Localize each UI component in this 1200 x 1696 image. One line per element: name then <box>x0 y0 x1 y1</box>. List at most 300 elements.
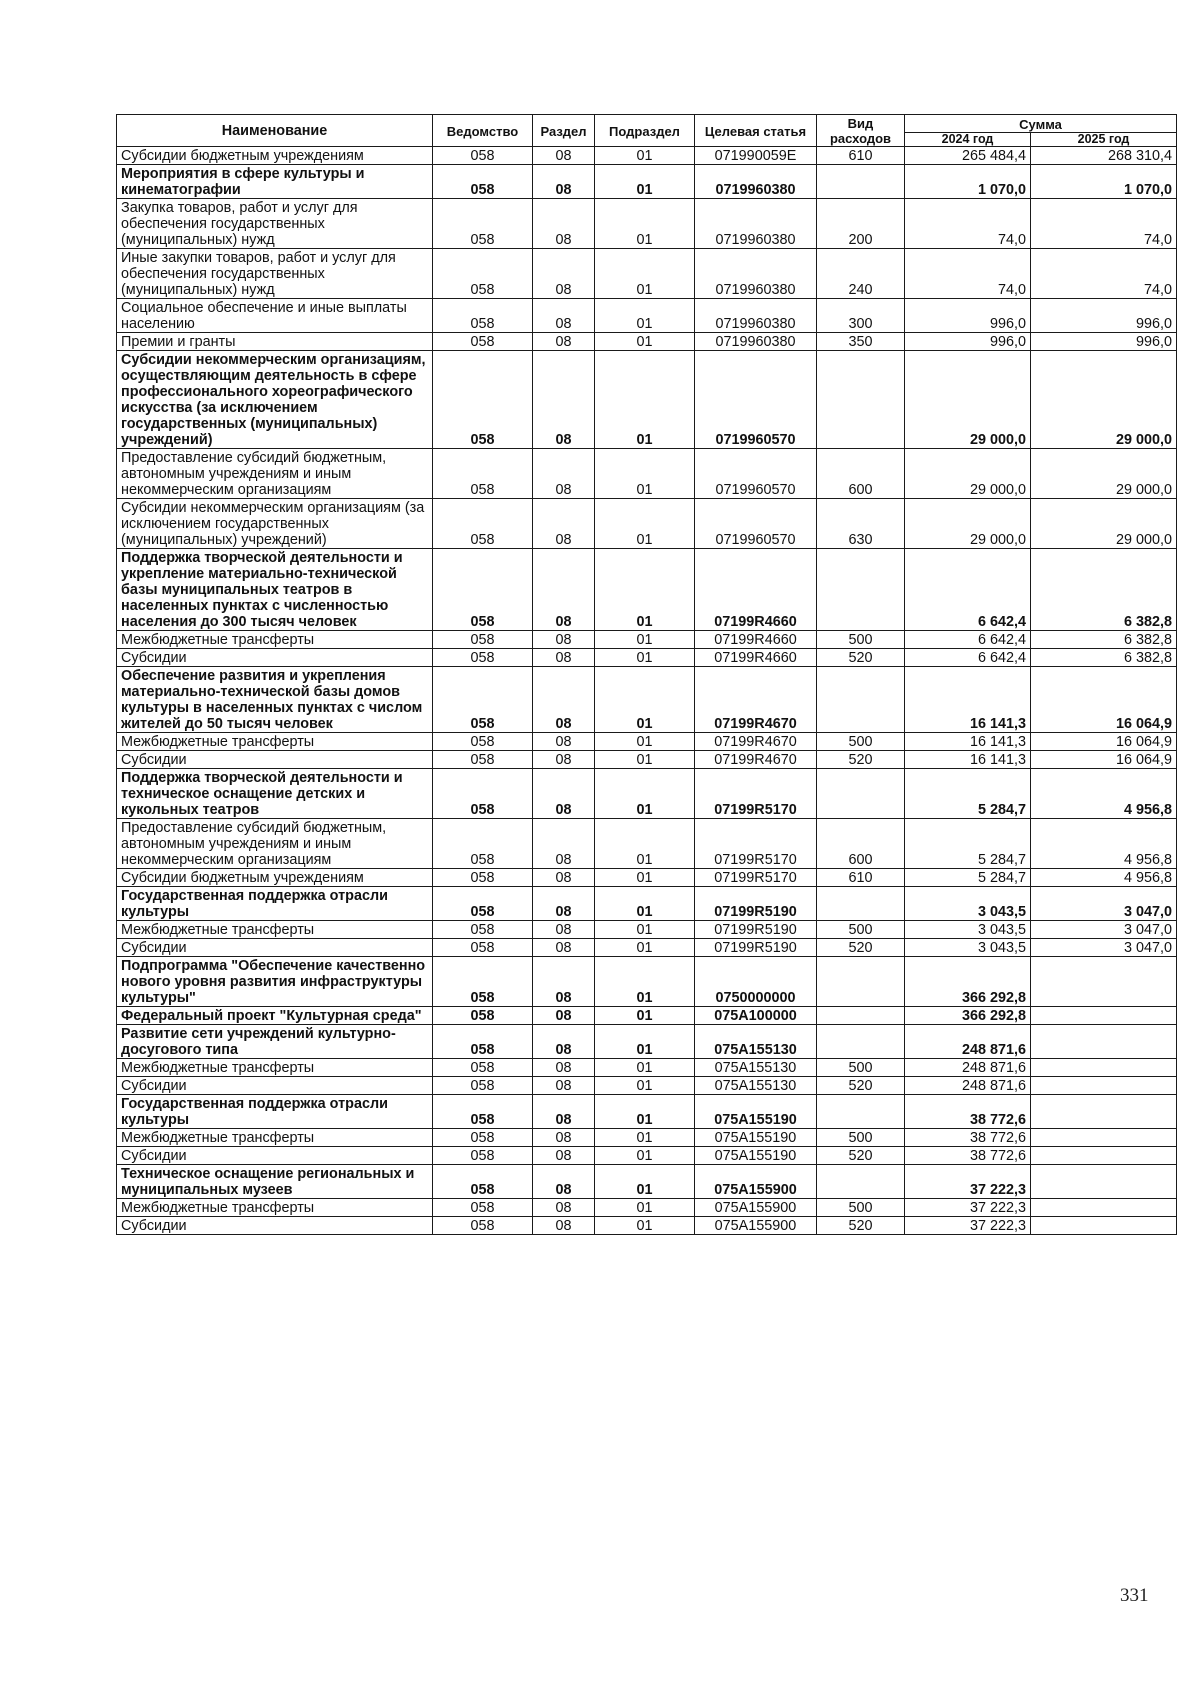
cell-target-article: 0719960570 <box>695 351 817 449</box>
cell-name: Межбюджетные трансферты <box>117 1059 433 1077</box>
table-row <box>117 199 1177 249</box>
table-row <box>117 1129 1177 1147</box>
cell-name: Премии и гранты <box>117 333 433 351</box>
table-row <box>117 939 1177 957</box>
cell-expense-type <box>817 667 905 733</box>
cell-razdel: 08 <box>533 921 595 939</box>
table-row <box>117 819 1177 869</box>
cell-name: Субсидии бюджетным учреждениям <box>117 147 433 165</box>
table-row <box>117 1095 1177 1129</box>
cell-name: Обеспечение развития и укрепления материально-технической базы домов культуры в населенных пунктах с числом жителей до 50 тысяч человек <box>117 667 433 733</box>
cell-expense-type: 610 <box>817 147 905 165</box>
cell-podrazdel: 01 <box>595 751 695 769</box>
cell-sum-2024: 366 292,8 <box>905 957 1031 1007</box>
cell-sum-2024: 16 141,3 <box>905 751 1031 769</box>
table-row <box>117 1077 1177 1095</box>
cell-name: Поддержка творческой деятельности и техническое оснащение детских и кукольных театров <box>117 769 433 819</box>
cell-podrazdel: 01 <box>595 957 695 1007</box>
cell-target-article: 07199R5190 <box>695 887 817 921</box>
cell-target-article: 075A155130 <box>695 1059 817 1077</box>
cell-sum-2024: 248 871,6 <box>905 1025 1031 1059</box>
cell-name: Субсидии <box>117 751 433 769</box>
cell-sum-2025: 29 000,0 <box>1031 499 1177 549</box>
header-podrazdel: Подраздел <box>595 115 695 147</box>
cell-razdel: 08 <box>533 1165 595 1199</box>
cell-name: Мероприятия в сфере культуры и кинематографии <box>117 165 433 199</box>
cell-target-article: 07199R5170 <box>695 769 817 819</box>
cell-expense-type: 300 <box>817 299 905 333</box>
cell-expense-type <box>817 769 905 819</box>
cell-name: Федеральный проект "Культурная среда" <box>117 1007 433 1025</box>
table-row <box>117 957 1177 1007</box>
cell-expense-type: 200 <box>817 199 905 249</box>
cell-target-article: 0719960570 <box>695 499 817 549</box>
cell-name: Субсидии некоммерческим организациям, осуществляющим деятельность в сфере профессионального хореографического искусства (за исключением государственных (муниципальных) учреждений) <box>117 351 433 449</box>
cell-sum-2024: 265 484,4 <box>905 147 1031 165</box>
cell-name: Предоставление субсидий бюджетным, автономным учреждениям и иным некоммерческим организациям <box>117 819 433 869</box>
cell-sum-2024: 29 000,0 <box>905 351 1031 449</box>
cell-razdel: 08 <box>533 1059 595 1077</box>
header-sum: Сумма <box>905 115 1177 133</box>
cell-expense-type <box>817 165 905 199</box>
cell-vedomstvo: 058 <box>433 1007 533 1025</box>
cell-sum-2025: 3 047,0 <box>1031 887 1177 921</box>
cell-podrazdel: 01 <box>595 1165 695 1199</box>
cell-expense-type <box>817 1095 905 1129</box>
cell-podrazdel: 01 <box>595 147 695 165</box>
cell-razdel: 08 <box>533 649 595 667</box>
cell-sum-2025: 16 064,9 <box>1031 751 1177 769</box>
cell-vedomstvo: 058 <box>433 1077 533 1095</box>
cell-podrazdel: 01 <box>595 333 695 351</box>
cell-sum-2024: 16 141,3 <box>905 733 1031 751</box>
table-row <box>117 733 1177 751</box>
cell-expense-type: 520 <box>817 751 905 769</box>
cell-expense-type: 630 <box>817 499 905 549</box>
cell-razdel: 08 <box>533 165 595 199</box>
cell-razdel: 08 <box>533 1147 595 1165</box>
cell-name: Субсидии некоммерческим организациям (за исключением государственных (муниципальных) учреждений) <box>117 499 433 549</box>
cell-vedomstvo: 058 <box>433 351 533 449</box>
cell-target-article: 0719960380 <box>695 333 817 351</box>
header-target-article: Целевая статья <box>695 115 817 147</box>
cell-vedomstvo: 058 <box>433 1199 533 1217</box>
cell-razdel: 08 <box>533 819 595 869</box>
cell-vedomstvo: 058 <box>433 299 533 333</box>
cell-target-article: 07199R5170 <box>695 819 817 869</box>
table-row <box>117 1147 1177 1165</box>
table-row <box>117 1199 1177 1217</box>
cell-sum-2025: 3 047,0 <box>1031 921 1177 939</box>
cell-sum-2024: 74,0 <box>905 199 1031 249</box>
cell-name: Развитие сети учреждений культурно-досугового типа <box>117 1025 433 1059</box>
cell-expense-type <box>817 351 905 449</box>
cell-target-article: 07199R5190 <box>695 921 817 939</box>
cell-expense-type: 500 <box>817 1129 905 1147</box>
table-row <box>117 1059 1177 1077</box>
cell-vedomstvo: 058 <box>433 1025 533 1059</box>
cell-razdel: 08 <box>533 449 595 499</box>
cell-name: Поддержка творческой деятельности и укрепление материально-технической базы муниципальных театров в населенных пунктах с численностью населения до 300 тысяч человек <box>117 549 433 631</box>
cell-expense-type <box>817 957 905 1007</box>
cell-sum-2024: 996,0 <box>905 333 1031 351</box>
table-row <box>117 921 1177 939</box>
cell-razdel: 08 <box>533 1217 595 1235</box>
cell-sum-2025: 6 382,8 <box>1031 549 1177 631</box>
cell-podrazdel: 01 <box>595 887 695 921</box>
table-row <box>117 751 1177 769</box>
cell-podrazdel: 01 <box>595 1199 695 1217</box>
cell-name: Иные закупки товаров, работ и услуг для обеспечения государственных (муниципальных) нужд <box>117 249 433 299</box>
table-row <box>117 351 1177 449</box>
cell-target-article: 075A155900 <box>695 1217 817 1235</box>
cell-name: Межбюджетные трансферты <box>117 631 433 649</box>
cell-expense-type <box>817 887 905 921</box>
cell-razdel: 08 <box>533 869 595 887</box>
cell-sum-2024: 16 141,3 <box>905 667 1031 733</box>
cell-razdel: 08 <box>533 667 595 733</box>
cell-razdel: 08 <box>533 939 595 957</box>
cell-expense-type: 520 <box>817 1217 905 1235</box>
cell-sum-2024: 3 043,5 <box>905 921 1031 939</box>
cell-podrazdel: 01 <box>595 1095 695 1129</box>
cell-sum-2025: 996,0 <box>1031 299 1177 333</box>
table-row <box>117 667 1177 733</box>
table-row <box>117 887 1177 921</box>
cell-podrazdel: 01 <box>595 921 695 939</box>
cell-sum-2025 <box>1031 1077 1177 1095</box>
table-body <box>117 147 1177 1235</box>
cell-sum-2025 <box>1031 1095 1177 1129</box>
cell-sum-2025 <box>1031 1199 1177 1217</box>
cell-podrazdel: 01 <box>595 1129 695 1147</box>
cell-sum-2025 <box>1031 1129 1177 1147</box>
cell-sum-2025 <box>1031 1217 1177 1235</box>
cell-sum-2025 <box>1031 1007 1177 1025</box>
cell-vedomstvo: 058 <box>433 649 533 667</box>
header-name: Наименование <box>117 115 433 147</box>
cell-sum-2024: 37 222,3 <box>905 1199 1031 1217</box>
cell-sum-2024: 6 642,4 <box>905 649 1031 667</box>
table-row <box>117 1025 1177 1059</box>
budget-table <box>116 114 1177 1235</box>
cell-vedomstvo: 058 <box>433 147 533 165</box>
cell-razdel: 08 <box>533 147 595 165</box>
table-row <box>117 631 1177 649</box>
cell-sum-2024: 3 043,5 <box>905 939 1031 957</box>
cell-name: Субсидии бюджетным учреждениям <box>117 869 433 887</box>
cell-razdel: 08 <box>533 249 595 299</box>
table-row <box>117 449 1177 499</box>
cell-sum-2025: 3 047,0 <box>1031 939 1177 957</box>
cell-target-article: 075A155130 <box>695 1025 817 1059</box>
table-row <box>117 249 1177 299</box>
cell-sum-2025: 16 064,9 <box>1031 667 1177 733</box>
cell-vedomstvo: 058 <box>433 769 533 819</box>
cell-expense-type: 520 <box>817 1147 905 1165</box>
cell-expense-type <box>817 549 905 631</box>
cell-vedomstvo: 058 <box>433 631 533 649</box>
cell-target-article: 07199R4660 <box>695 649 817 667</box>
cell-razdel: 08 <box>533 199 595 249</box>
cell-podrazdel: 01 <box>595 249 695 299</box>
cell-target-article: 075A155900 <box>695 1165 817 1199</box>
cell-sum-2025: 16 064,9 <box>1031 733 1177 751</box>
cell-sum-2025: 996,0 <box>1031 333 1177 351</box>
cell-target-article: 07199R4670 <box>695 667 817 733</box>
cell-sum-2025 <box>1031 957 1177 1007</box>
cell-sum-2024: 248 871,6 <box>905 1077 1031 1095</box>
cell-podrazdel: 01 <box>595 549 695 631</box>
cell-sum-2024: 29 000,0 <box>905 449 1031 499</box>
cell-name: Межбюджетные трансферты <box>117 1129 433 1147</box>
cell-expense-type: 240 <box>817 249 905 299</box>
cell-name: Субсидии <box>117 1147 433 1165</box>
cell-podrazdel: 01 <box>595 1059 695 1077</box>
table-row <box>117 769 1177 819</box>
cell-vedomstvo: 058 <box>433 1147 533 1165</box>
cell-vedomstvo: 058 <box>433 733 533 751</box>
cell-sum-2024: 996,0 <box>905 299 1031 333</box>
cell-target-article: 07199R4660 <box>695 631 817 649</box>
cell-razdel: 08 <box>533 631 595 649</box>
cell-vedomstvo: 058 <box>433 1165 533 1199</box>
cell-sum-2024: 29 000,0 <box>905 499 1031 549</box>
cell-target-article: 075A155190 <box>695 1129 817 1147</box>
cell-podrazdel: 01 <box>595 667 695 733</box>
cell-vedomstvo: 058 <box>433 549 533 631</box>
cell-sum-2025 <box>1031 1147 1177 1165</box>
cell-vedomstvo: 058 <box>433 819 533 869</box>
cell-expense-type: 600 <box>817 449 905 499</box>
cell-sum-2024: 38 772,6 <box>905 1129 1031 1147</box>
cell-sum-2024: 248 871,6 <box>905 1059 1031 1077</box>
table-row <box>117 1165 1177 1199</box>
cell-podrazdel: 01 <box>595 351 695 449</box>
header-vedomstvo: Ведомство <box>433 115 533 147</box>
table-row <box>117 299 1177 333</box>
cell-razdel: 08 <box>533 1025 595 1059</box>
cell-sum-2025 <box>1031 1025 1177 1059</box>
cell-name: Субсидии <box>117 1217 433 1235</box>
table-row <box>117 1217 1177 1235</box>
cell-expense-type <box>817 1165 905 1199</box>
cell-sum-2024: 6 642,4 <box>905 631 1031 649</box>
header-year-2024: 2024 год <box>905 133 1031 147</box>
cell-vedomstvo: 058 <box>433 499 533 549</box>
cell-name: Закупка товаров, работ и услуг для обеспечения государственных (муниципальных) нужд <box>117 199 433 249</box>
cell-expense-type: 520 <box>817 939 905 957</box>
cell-podrazdel: 01 <box>595 1077 695 1095</box>
cell-name: Предоставление субсидий бюджетным, автономным учреждениям и иным некоммерческим организациям <box>117 449 433 499</box>
cell-sum-2024: 37 222,3 <box>905 1217 1031 1235</box>
cell-target-article: 075A155900 <box>695 1199 817 1217</box>
cell-razdel: 08 <box>533 299 595 333</box>
cell-podrazdel: 01 <box>595 1025 695 1059</box>
cell-target-article: 0719960380 <box>695 165 817 199</box>
page-number: 331 <box>1120 1585 1149 1606</box>
cell-expense-type: 610 <box>817 869 905 887</box>
cell-vedomstvo: 058 <box>433 165 533 199</box>
cell-sum-2025: 29 000,0 <box>1031 351 1177 449</box>
header-razdel: Раздел <box>533 115 595 147</box>
cell-name: Межбюджетные трансферты <box>117 1199 433 1217</box>
cell-expense-type: 600 <box>817 819 905 869</box>
table-row <box>117 649 1177 667</box>
cell-sum-2024: 37 222,3 <box>905 1165 1031 1199</box>
cell-name: Межбюджетные трансферты <box>117 921 433 939</box>
cell-podrazdel: 01 <box>595 631 695 649</box>
cell-razdel: 08 <box>533 957 595 1007</box>
cell-vedomstvo: 058 <box>433 333 533 351</box>
cell-razdel: 08 <box>533 1095 595 1129</box>
cell-podrazdel: 01 <box>595 499 695 549</box>
cell-vedomstvo: 058 <box>433 957 533 1007</box>
cell-podrazdel: 01 <box>595 1147 695 1165</box>
cell-sum-2024: 38 772,6 <box>905 1147 1031 1165</box>
cell-name: Межбюджетные трансферты <box>117 733 433 751</box>
cell-vedomstvo: 058 <box>433 1129 533 1147</box>
cell-sum-2024: 74,0 <box>905 249 1031 299</box>
cell-expense-type: 520 <box>817 649 905 667</box>
cell-podrazdel: 01 <box>595 939 695 957</box>
cell-podrazdel: 01 <box>595 869 695 887</box>
cell-target-article: 0719960570 <box>695 449 817 499</box>
cell-razdel: 08 <box>533 333 595 351</box>
cell-expense-type: 500 <box>817 1059 905 1077</box>
cell-target-article: 071990059E <box>695 147 817 165</box>
cell-sum-2025: 74,0 <box>1031 249 1177 299</box>
cell-target-article: 0719960380 <box>695 199 817 249</box>
cell-podrazdel: 01 <box>595 165 695 199</box>
cell-sum-2024: 5 284,7 <box>905 769 1031 819</box>
cell-podrazdel: 01 <box>595 769 695 819</box>
cell-sum-2024: 1 070,0 <box>905 165 1031 199</box>
cell-razdel: 08 <box>533 1199 595 1217</box>
cell-target-article: 07199R4670 <box>695 751 817 769</box>
table-row <box>117 147 1177 165</box>
cell-sum-2024: 5 284,7 <box>905 869 1031 887</box>
cell-razdel: 08 <box>533 1129 595 1147</box>
cell-podrazdel: 01 <box>595 733 695 751</box>
table-row <box>117 869 1177 887</box>
table-row <box>117 499 1177 549</box>
cell-target-article: 075A155190 <box>695 1095 817 1129</box>
cell-target-article: 0719960380 <box>695 299 817 333</box>
table-row <box>117 333 1177 351</box>
cell-target-article: 07199R4670 <box>695 733 817 751</box>
cell-expense-type <box>817 1025 905 1059</box>
table-row <box>117 549 1177 631</box>
cell-razdel: 08 <box>533 499 595 549</box>
cell-name: Субсидии <box>117 649 433 667</box>
cell-sum-2024: 3 043,5 <box>905 887 1031 921</box>
cell-sum-2024: 366 292,8 <box>905 1007 1031 1025</box>
cell-razdel: 08 <box>533 549 595 631</box>
cell-sum-2025: 29 000,0 <box>1031 449 1177 499</box>
cell-name: Техническое оснащение региональных и муниципальных музеев <box>117 1165 433 1199</box>
cell-vedomstvo: 058 <box>433 1059 533 1077</box>
cell-expense-type: 500 <box>817 733 905 751</box>
cell-vedomstvo: 058 <box>433 869 533 887</box>
cell-razdel: 08 <box>533 751 595 769</box>
cell-vedomstvo: 058 <box>433 249 533 299</box>
cell-sum-2025: 6 382,8 <box>1031 631 1177 649</box>
cell-name: Подпрограмма "Обеспечение качественно нового уровня развития инфраструктуры культуры" <box>117 957 433 1007</box>
cell-sum-2025: 74,0 <box>1031 199 1177 249</box>
cell-podrazdel: 01 <box>595 1217 695 1235</box>
cell-podrazdel: 01 <box>595 649 695 667</box>
cell-sum-2024: 6 642,4 <box>905 549 1031 631</box>
cell-sum-2024: 38 772,6 <box>905 1095 1031 1129</box>
cell-razdel: 08 <box>533 1007 595 1025</box>
cell-sum-2025 <box>1031 1165 1177 1199</box>
table-header <box>117 115 1177 147</box>
cell-vedomstvo: 058 <box>433 199 533 249</box>
cell-razdel: 08 <box>533 1077 595 1095</box>
cell-podrazdel: 01 <box>595 199 695 249</box>
cell-sum-2025 <box>1031 1059 1177 1077</box>
cell-razdel: 08 <box>533 351 595 449</box>
cell-vedomstvo: 058 <box>433 751 533 769</box>
cell-target-article: 0719960380 <box>695 249 817 299</box>
cell-vedomstvo: 058 <box>433 921 533 939</box>
cell-name: Социальное обеспечение и иные выплаты населению <box>117 299 433 333</box>
cell-name: Субсидии <box>117 939 433 957</box>
cell-vedomstvo: 058 <box>433 667 533 733</box>
cell-target-article: 075A155130 <box>695 1077 817 1095</box>
cell-sum-2025: 6 382,8 <box>1031 649 1177 667</box>
cell-name: Государственная поддержка отрасли культуры <box>117 1095 433 1129</box>
cell-vedomstvo: 058 <box>433 1095 533 1129</box>
cell-target-article: 075A155190 <box>695 1147 817 1165</box>
cell-podrazdel: 01 <box>595 819 695 869</box>
cell-target-article: 07199R5170 <box>695 869 817 887</box>
table-row <box>117 165 1177 199</box>
header-expense-type: Вид расходов <box>817 115 905 147</box>
cell-expense-type: 500 <box>817 631 905 649</box>
cell-vedomstvo: 058 <box>433 1217 533 1235</box>
cell-podrazdel: 01 <box>595 299 695 333</box>
cell-razdel: 08 <box>533 733 595 751</box>
cell-target-article: 07199R4660 <box>695 549 817 631</box>
cell-sum-2025: 4 956,8 <box>1031 769 1177 819</box>
cell-target-article: 0750000000 <box>695 957 817 1007</box>
cell-sum-2025: 268 310,4 <box>1031 147 1177 165</box>
cell-razdel: 08 <box>533 769 595 819</box>
cell-sum-2025: 4 956,8 <box>1031 869 1177 887</box>
cell-vedomstvo: 058 <box>433 939 533 957</box>
cell-vedomstvo: 058 <box>433 887 533 921</box>
cell-name: Субсидии <box>117 1077 433 1095</box>
cell-sum-2024: 5 284,7 <box>905 819 1031 869</box>
cell-expense-type: 520 <box>817 1077 905 1095</box>
cell-target-article: 075A100000 <box>695 1007 817 1025</box>
cell-podrazdel: 01 <box>595 1007 695 1025</box>
cell-sum-2025: 4 956,8 <box>1031 819 1177 869</box>
cell-expense-type: 350 <box>817 333 905 351</box>
cell-expense-type: 500 <box>817 921 905 939</box>
cell-expense-type <box>817 1007 905 1025</box>
cell-expense-type: 500 <box>817 1199 905 1217</box>
cell-podrazdel: 01 <box>595 449 695 499</box>
cell-name: Государственная поддержка отрасли культуры <box>117 887 433 921</box>
cell-sum-2025: 1 070,0 <box>1031 165 1177 199</box>
cell-target-article: 07199R5190 <box>695 939 817 957</box>
header-year-2025: 2025 год <box>1031 133 1177 147</box>
table-row <box>117 1007 1177 1025</box>
cell-razdel: 08 <box>533 887 595 921</box>
